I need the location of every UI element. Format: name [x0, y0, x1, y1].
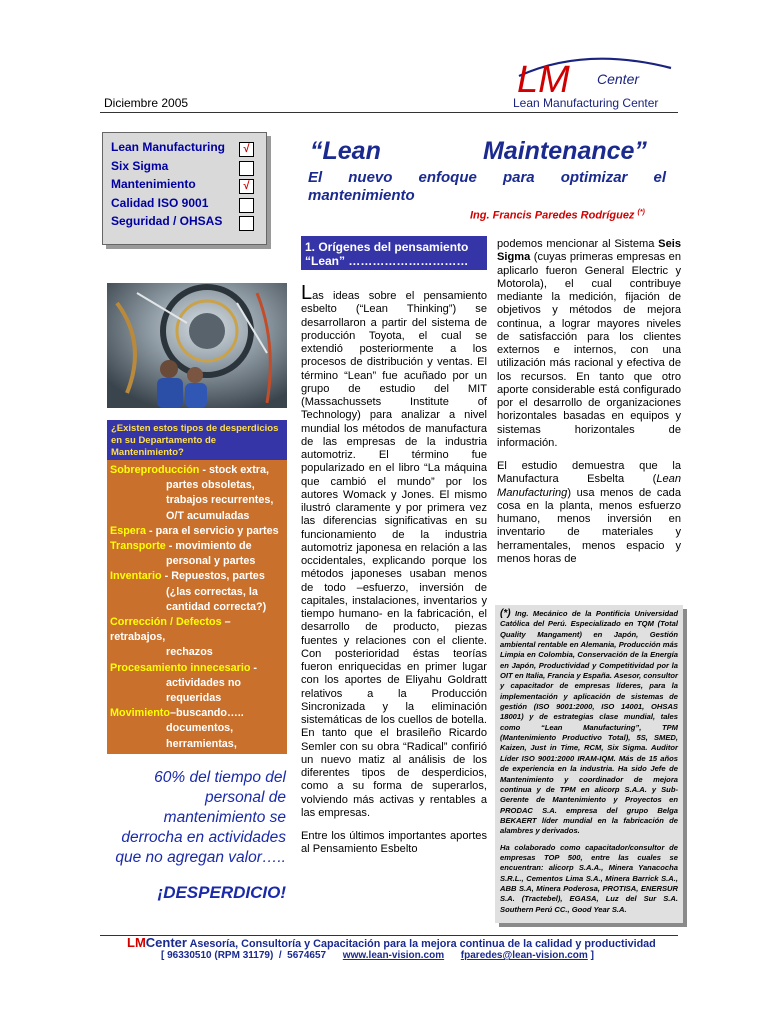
- article-subtitle: El nuevo enfoque para optimizar el mantenimiento: [308, 169, 666, 204]
- waste-key: Espera: [110, 524, 147, 537]
- logo-subtitle: Lean Manufacturing Center: [513, 96, 659, 110]
- footer-gap: [444, 950, 461, 961]
- checkbox-mantenimiento: [239, 179, 254, 194]
- author-footnote-mark: (*): [637, 209, 645, 216]
- lm-center-logo: [505, 50, 675, 98]
- waste-desc-line: documentos,: [166, 722, 234, 735]
- waste-sep: -: [199, 464, 209, 476]
- waste-types-list: [107, 460, 287, 765]
- article-column-1: [301, 282, 487, 867]
- bio-paragraph: [500, 609, 678, 837]
- article-title-part1: “Lean: [310, 137, 381, 165]
- footer-website-link[interactable]: www.lean-vision.com: [342, 950, 445, 961]
- footer-brand-center: Center: [145, 935, 187, 950]
- drop-cap: L: [301, 282, 313, 304]
- waste-desc: retrabajos,: [110, 631, 166, 644]
- waste-sep: –: [221, 616, 231, 629]
- waste-desc: Repuestos, partes: [171, 570, 265, 583]
- checklist-item: [111, 177, 196, 195]
- paragraph-text: as ideas sobre el pensamiento esbelto (“Lean Thinking”) se desarrollaron a partir del sistema de producción Toyota, el cual se extendió posteriormente a los procesos de distribución y ventas. El término “Lean” fue acuñado por un grupo de estudio del MIT (Massachussets Institute of Technology) para analizar a nivel mundial los métodos de manufactura de las empresas de la industria automotriz. El término fue popularizado en el libro “La máquina que cambió el mundo” por los autores Womack y Jones. El mismo ilustró claramente y por primera vez las diferencias significativas en su funcionamiento de la industria automotriz japonesa en relación a las occidentales, explicando porque los métodos japoneses usaban menos de todo –esfuerzo, inversión de capitales, instalaciones, inventarios y tiempo humano- en la fabricación, el desarrollo de producto, piezas fuentes y relaciones con el cliente. Con posterioridad éstas teorías fueron enriquecidas en primer lugar con los aportes de Eliyahu Goldratt relativos a la Producción Sincronizada y la eliminación sistemáticas de los cuellos de botella. En tanto que el brasileño Ricardo Semler con su obra “Radical” confirió un nuevo matiz al análisis de los diferentes tipos de desperdicios, como a su forma de superarlos, volviendo más activas y rentables a las empresas.: [301, 290, 487, 819]
- footer-phones: [ 96330510 (RPM 31179) / 5674657: [161, 950, 343, 961]
- waste-sep: -: [161, 570, 172, 583]
- waste-desc: stock extra,: [209, 464, 270, 476]
- bio-paragraph: Ha colaborado como capacitador/consultor de empresas TOP 500, entre las cuales se encuentran: alicorp S.A.A., Minera Yanacocha S.R.L., Cementos Lima S.A., Minera Barrick S.A., ABB S.A, Minera Poderosa, PROTISA, ENERSUR S.A. (Tractebel), EGASA, Luz del Sur S.A. Southern Perú CC., Good Year S.A.: [500, 842, 678, 914]
- checklist-item: [111, 196, 208, 214]
- article-author: [470, 209, 645, 222]
- waste-key: Movimiento: [110, 707, 170, 720]
- checklist-label: Mantenimiento: [111, 177, 196, 191]
- article-title-part2: Maintenance”: [483, 137, 647, 165]
- issue-date: Diciembre 2005: [104, 96, 189, 110]
- waste-desc: para el servicio y partes: [155, 524, 279, 537]
- checklist-label: Lean Manufacturing: [111, 140, 226, 154]
- paragraph-text: podemos mencionar al Sistema: [497, 238, 659, 250]
- waste-sep: -: [250, 661, 258, 674]
- waste-item: [110, 569, 284, 584]
- checkbox-lean-manufacturing: [239, 142, 254, 157]
- waste-desc: buscando…..: [176, 707, 244, 720]
- footer-contact-line: [161, 950, 594, 961]
- waste-sep: -: [146, 524, 156, 537]
- logo-center-text: Center: [597, 71, 640, 87]
- pull-quote: 60% del tiempo del personal de mantenimiento se derrocha en actividades que no agregan valor…..: [115, 769, 286, 866]
- topic-checklist: [102, 132, 267, 245]
- checklist-item: [111, 214, 222, 232]
- waste-desc-line: requeridas: [166, 692, 222, 705]
- waste-desc-line: rechazos: [166, 646, 213, 659]
- checklist-item: [111, 140, 225, 158]
- term-lean-manufacturing: Lean Manufacturing: [497, 473, 681, 499]
- waste-desc-line: actividades no: [166, 676, 242, 689]
- waste-desc-line: herramientas, partes….: [166, 737, 237, 765]
- checklist-label: Calidad ISO 9001: [111, 195, 209, 210]
- waste-key: Inventario: [110, 570, 162, 583]
- article-paragraph: Entre los últimos importantes aportes al Pensamiento Esbelto: [301, 830, 487, 856]
- author-bio-footnote: [495, 605, 683, 923]
- waste-key: Sobreproducción: [110, 464, 200, 476]
- waste-item: [110, 706, 284, 721]
- header-divider: [100, 112, 678, 113]
- paragraph-text: (cuyas primeras empresas en aplicarlo fueron General Electric y Motorola), el cual contribuye mediante la medición, fijación de objetivos y métodos de mejora continua, a lograr mayores niveles de satisfacción para los clientes externos e internos, con una utilización más racional y efectiva de los recursos. En tanto que otro aporte considerable está configurado por el desarrollo de organizaciones horizontales basadas en equipos y sistemas horizontales de información.: [497, 251, 681, 449]
- logo-lm-text: LM: [517, 59, 570, 98]
- waste-sep: –: [169, 707, 176, 720]
- waste-desc-line: cantidad correcta?): [166, 600, 267, 613]
- waste-desc-line: trabajos recurrentes,: [166, 494, 274, 507]
- waste-question: ¿Existen estos tipos de desperdicios en su Departamento de Mantenimiento?: [107, 420, 287, 460]
- check-mark-icon: √: [243, 143, 250, 155]
- waste-key: Transporte: [110, 540, 166, 553]
- waste-desc-line: partes obsoletas,: [166, 479, 255, 492]
- waste-desc-line: O/T acumuladas: [166, 509, 250, 522]
- checklist-item: [111, 159, 168, 177]
- section-heading: 1. Orígenes del pensamiento “Lean” …………………………: [301, 236, 487, 270]
- checkbox-seguridad-ohsas: [239, 216, 254, 231]
- waste-sep: -: [165, 540, 176, 553]
- article-paragraph: [497, 238, 681, 450]
- article-paragraph: [497, 460, 681, 566]
- paragraph-text: El estudio demuestra que la Manufactura Esbelta (: [497, 460, 681, 486]
- checkbox-six-sigma: [239, 161, 254, 176]
- footer-brand-lm: LM: [127, 935, 146, 950]
- footer-tagline-line: [127, 935, 656, 950]
- engine-photo: [107, 283, 287, 408]
- waste-item: [110, 463, 284, 478]
- article-column-2: [497, 238, 681, 576]
- term-six-sigma: Seis Sigma: [497, 238, 681, 264]
- check-mark-icon: √: [243, 180, 250, 192]
- pull-quote-emphasis: ¡DESPERDICIO!: [157, 883, 286, 902]
- footer-email-link[interactable]: fparedes@lean-vision.com: [460, 950, 588, 961]
- bio-text: Ing. Mecánico de la Pontificia Universidad Católica del Perú. Especializado en TQM (Total Quality Mangament) en Japón, Gestión ambiental rentable en Alemania, Producción más Limpia en Colombia, Conservación de la Energía en Japón, Productividad y Competitividad por la OIT en Italia, Francia y España. Asesor, consultor y capacitador de empresas líderes, para la implementación y aplicación de sistemas de gestión (ISO 9001:2000, ISO 14001, OHSAS 18001) y de estrategias clase mundial, tales como “Lean Manufacturing”, TPM (Mantenimiento Productivo Total), 5S, SMED, Kaizen, Just in Time, RCM, Six Sigma. Auditor Líder ISO 9001:2000 IRAM-IQM. Más de 15 años de experiencia en la industria. Ha sido Jefe de Mantenimiento y coordinador de mejora continua y de TPM en alicorp S.A.A. y Sub-Gerente de Mantenimiento y Proyectos en PRODAC S.A. empresa del grupo Belga BEKAERT líder mundial en la fabricación de alambres y derivados.: [500, 609, 678, 836]
- waste-desc-line: (¿las correctas, la: [166, 585, 258, 598]
- checklist-label: Six Sigma: [111, 158, 169, 173]
- waste-item: [110, 539, 284, 554]
- waste-key: Corrección / Defectos: [110, 616, 222, 629]
- checklist-label: Seguridad / OHSAS: [111, 214, 223, 228]
- waste-key: Procesamiento innecesario: [110, 661, 251, 674]
- author-name: Ing. Francis Paredes Rodríguez: [470, 209, 638, 222]
- waste-desc: movimiento de: [175, 540, 252, 553]
- paragraph-text: ) usa menos de cada cosa en la planta, menos esfuerzo humano, menos inversión en inventario de materiales y herramentales, menos espacio y menos horas de: [497, 486, 681, 565]
- waste-item: [110, 661, 284, 676]
- footnote-mark: (*): [500, 608, 511, 619]
- footer-close: ]: [587, 950, 594, 961]
- checkbox-calidad-iso: [239, 198, 254, 213]
- waste-item: [110, 524, 284, 539]
- waste-desc-line: personal y partes: [166, 555, 256, 568]
- footer-tagline: Asesoría, Consultoría y Capacitación para la mejora continua de la calidad y productividad: [186, 938, 656, 950]
- waste-item: [110, 615, 284, 645]
- article-paragraph: [301, 282, 487, 820]
